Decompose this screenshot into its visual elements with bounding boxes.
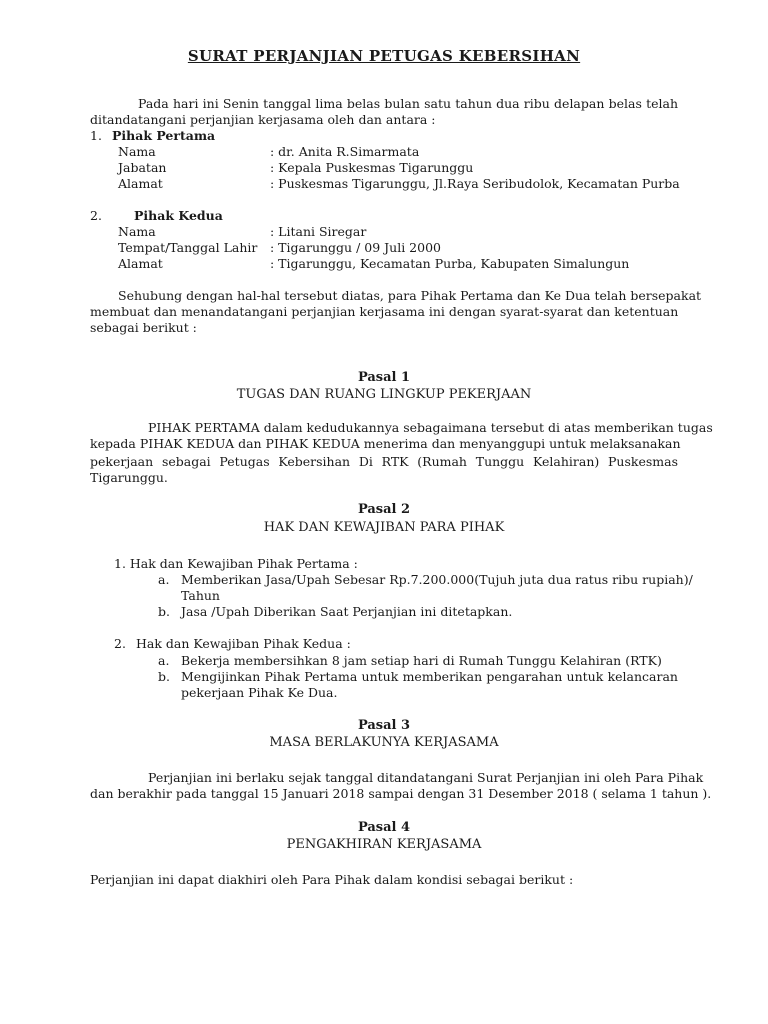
intro-line-1: Pada hari ini Senin tanggal lima belas bulan satu tahun dua ribu delapan belas telah — [138, 96, 678, 111]
pihak1-label-alamat: Alamat — [118, 176, 163, 191]
pihak1-label-jabatan: Jabatan — [118, 160, 167, 175]
pihak1-label-nama: Nama — [118, 144, 156, 159]
pasal2-list2-b-line-1: Mengijinkan Pihak Pertama untuk memberikan pengarahan untuk kelancaran — [181, 669, 678, 684]
intro-line-2: ditandatangani perjanjian kerjasama oleh dan antara : — [90, 112, 436, 127]
pihak1-heading: Pihak Pertama — [112, 128, 216, 143]
pasal1-line-1: PIHAK PERTAMA dalam kedudukannya sebagaimana tersebut di atas memberikan tugas — [148, 420, 713, 435]
pasal3-line-1: Perjanjian ini berlaku sejak tanggal ditandatangani Surat Perjanjian ini oleh Para Pihak — [148, 770, 704, 785]
pasal2-list2-title: Hak dan Kewajiban Pihak Kedua : — [136, 636, 351, 651]
pasal1-line-4: Tigarunggu. — [90, 470, 168, 485]
pihak1-number: 1. — [90, 128, 102, 143]
pasal2-list2-b-marker: b. — [158, 669, 170, 684]
pihak1-value-alamat: : Puskesmas Tigarunggu, Jl.Raya Seribudolok, Kecamatan Purba — [270, 176, 680, 191]
pasal2-list1-a-marker: a. — [158, 572, 170, 587]
pasal2-list2-number: 2. — [114, 636, 126, 651]
pasal2-list1-title: 1. Hak dan Kewajiban Pihak Pertama : — [114, 556, 358, 571]
pasal2-list2-a-marker: a. — [158, 653, 170, 668]
pihak1-value-nama: : dr. Anita R.Simarmata — [270, 144, 420, 159]
pihak2-value-alamat: : Tigarunggu, Kecamatan Purba, Kabupaten Simalungun — [270, 256, 630, 271]
pihak2-value-ttl: : Tigarunggu / 09 Juli 2000 — [270, 240, 441, 255]
pihak2-number: 2. — [90, 208, 102, 223]
pasal2-list1-a-line-2: Tahun — [181, 588, 220, 603]
pasal3-line-2: dan berakhir pada tanggal 15 Januari 2018 sampai dengan 31 Desember 2018 ( selama 1 tahun ). — [90, 786, 712, 801]
pasal1-heading: TUGAS DAN RUANG LINGKUP PEKERJAAN — [236, 387, 532, 402]
pasal1-line-2: kepada PIHAK KEDUA dan PIHAK KEDUA menerima dan menyanggupi untuk melaksanakan — [90, 436, 681, 451]
pasal3-label: Pasal 3 — [357, 718, 411, 733]
pasal4-heading: PENGAKHIRAN KERJASAMA — [286, 837, 482, 852]
pasal1-label: Pasal 1 — [357, 370, 411, 385]
pihak2-label-alamat: Alamat — [118, 256, 163, 271]
pasal2-list2-a-line-1: Bekerja membersihkan 8 jam setiap hari di Rumah Tunggu Kelahiran (RTK) — [181, 653, 662, 668]
pihak1-value-jabatan: : Kepala Puskesmas Tigarunggu — [270, 160, 474, 175]
pasal2-heading: HAK DAN KEWAJIBAN PARA PIHAK — [263, 520, 505, 535]
pasal2-list1-b-marker: b. — [158, 604, 170, 619]
document-title: SURAT PERJANJIAN PETUGAS KEBERSIHAN — [187, 47, 581, 65]
pasal2-list1-a-line-1: Memberikan Jasa/Upah Sebesar Rp.7.200.000(Tujuh juta dua ratus ribu rupiah)/ — [181, 572, 693, 587]
sehubung-line-2: membuat dan menandatangani perjanjian kerjasama ini dengan syarat-syarat dan ketentuan — [90, 304, 679, 319]
pasal4-label: Pasal 4 — [357, 820, 411, 835]
pihak2-label-nama: Nama — [118, 224, 156, 239]
sehubung-line-1: Sehubung dengan hal-hal tersebut diatas, para Pihak Pertama dan Ke Dua telah bersepakat — [118, 288, 702, 303]
pihak2-heading: Pihak Kedua — [134, 208, 223, 223]
sehubung-line-3: sebagai berikut : — [90, 320, 197, 335]
pasal2-label: Pasal 2 — [357, 502, 411, 517]
pihak2-value-nama: : Litani Siregar — [270, 224, 367, 239]
pasal2-list2-b-line-2: pekerjaan Pihak Ke Dua. — [181, 685, 338, 700]
pasal4-line-1: Perjanjian ini dapat diakhiri oleh Para Pihak dalam kondisi sebagai berikut : — [90, 872, 574, 887]
pasal3-heading: MASA BERLAKUNYA KERJASAMA — [269, 735, 499, 750]
pihak2-label-ttl: Tempat/Tanggal Lahir — [118, 240, 258, 255]
pasal2-list1-b-line-1: Jasa /Upah Diberikan Saat Perjanjian ini ditetapkan. — [181, 604, 513, 619]
pasal1-line-3: pekerjaan sebagai Petugas Kebersihan Di RTK (Rumah Tunggu Kelahiran) Puskesmas — [90, 454, 678, 469]
